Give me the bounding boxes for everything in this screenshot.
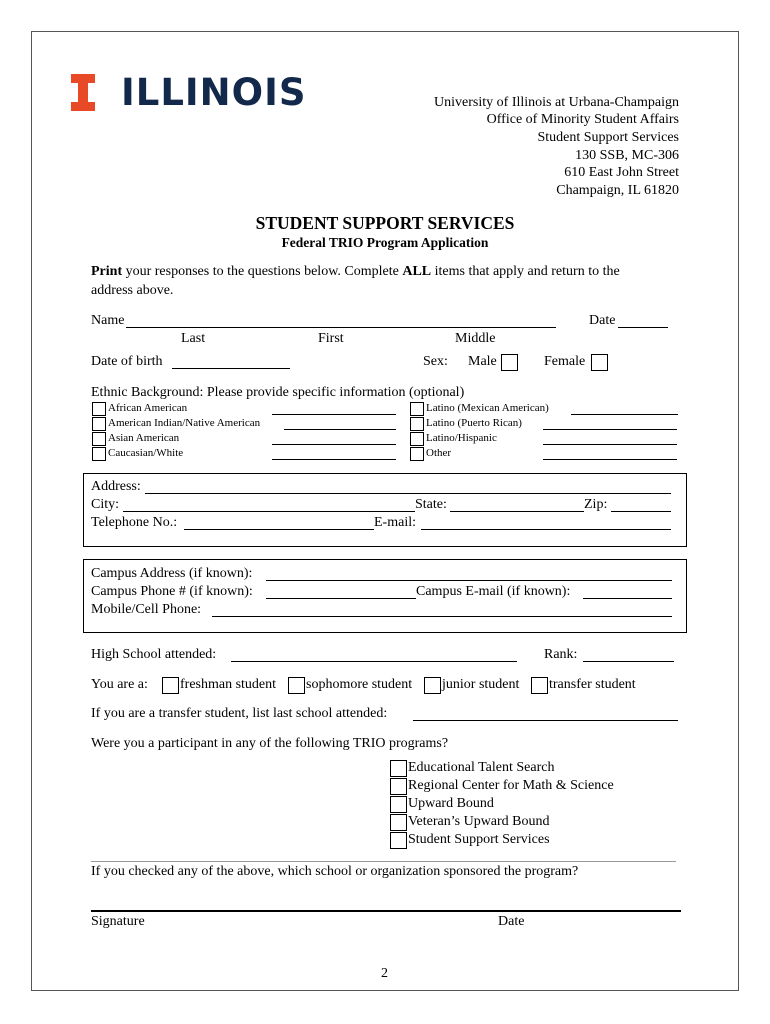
signature-line[interactable]	[91, 910, 681, 912]
ethnic-checkbox-other[interactable]	[410, 447, 424, 461]
ethnic-field-latino-puerto-rican[interactable]	[543, 429, 677, 430]
instructions-line-2: address above.	[91, 283, 174, 298]
ethnic-label-asian-american: Asian American	[108, 432, 180, 444]
address-line-6: Champaign, IL 61820	[556, 183, 679, 198]
ethnic-heading: Ethnic Background: Please provide specific information (optional)	[91, 385, 465, 400]
address-line-3: Student Support Services	[537, 130, 679, 145]
instructions-part-1: your responses to the questions below. Complete	[122, 264, 403, 279]
instructions-line-1	[91, 265, 620, 279]
form-title: STUDENT SUPPORT SERVICES	[255, 213, 515, 233]
high-school-label: High School attended:	[91, 647, 217, 662]
ethnic-checkbox-american-indian[interactable]	[92, 417, 106, 431]
ethnic-checkbox-latino-hispanic[interactable]	[410, 432, 424, 446]
all-word: ALL	[402, 264, 432, 279]
transfer-label: transfer student	[549, 677, 636, 692]
zip-field[interactable]	[611, 511, 671, 512]
sophomore-checkbox[interactable]	[288, 677, 305, 694]
ethnic-field-american-indian[interactable]	[284, 429, 396, 430]
campus-phone-field[interactable]	[266, 598, 416, 599]
ethnic-field-latino-mexican[interactable]	[571, 414, 678, 415]
ethnic-label-caucasian: Caucasian/White	[108, 447, 184, 459]
ethnic-label-other: Other	[426, 447, 452, 459]
freshman-checkbox[interactable]	[162, 677, 179, 694]
trio-checkbox-regional-center[interactable]	[390, 778, 407, 795]
dob-label: Date of birth	[91, 354, 163, 369]
trio-checkbox-student-support[interactable]	[390, 832, 407, 849]
illinois-block-i-logo	[71, 74, 95, 111]
sex-label: Sex:	[423, 354, 448, 369]
telephone-label: Telephone No.:	[91, 515, 178, 530]
ethnic-label-african-american: African American	[108, 402, 188, 414]
ethnic-label-latino-hispanic: Latino/Hispanic	[426, 432, 497, 444]
address-label: Address:	[91, 479, 141, 494]
telephone-field[interactable]	[184, 529, 374, 530]
illinois-wordmark: ILLINOIS	[121, 71, 307, 114]
instructions-part-2: items that apply and return to the	[431, 264, 620, 279]
ethnic-checkbox-asian-american[interactable]	[92, 432, 106, 446]
trio-label-regional-center: Regional Center for Math & Science	[408, 778, 614, 793]
trio-question: Were you a participant in any of the following TRIO programs?	[91, 736, 449, 751]
female-checkbox[interactable]	[591, 354, 608, 371]
ethnic-label-latino-mexican: Latino (Mexican American)	[426, 402, 549, 414]
ethnic-checkbox-latino-mexican[interactable]	[410, 402, 424, 416]
middle-name-caption: Middle	[455, 331, 496, 346]
city-field[interactable]	[123, 511, 415, 512]
rank-label: Rank:	[544, 647, 578, 662]
ethnic-checkbox-latino-puerto-rican[interactable]	[410, 417, 424, 431]
dob-field[interactable]	[172, 368, 290, 369]
date-field[interactable]	[618, 327, 668, 328]
high-school-field[interactable]	[231, 661, 517, 662]
junior-label: junior student	[442, 677, 520, 692]
male-checkbox[interactable]	[501, 354, 518, 371]
ethnic-field-african-american[interactable]	[272, 414, 396, 415]
sponsor-question: If you checked any of the above, which school or organization sponsored the program?	[91, 864, 579, 879]
last-name-caption: Last	[181, 331, 206, 346]
trio-label-veterans-upward-bound: Veteran’s Upward Bound	[408, 814, 550, 829]
address-field[interactable]	[145, 493, 671, 494]
sophomore-label: sophomore student	[306, 677, 413, 692]
zip-label: Zip:	[584, 497, 608, 512]
ethnic-checkbox-caucasian[interactable]	[92, 447, 106, 461]
signature-label: Signature	[91, 914, 145, 929]
address-line-5: 610 East John Street	[564, 165, 679, 180]
trio-checkbox-upward-bound[interactable]	[390, 796, 407, 813]
address-line-2: Office of Minority Student Affairs	[486, 112, 679, 127]
name-field[interactable]	[126, 327, 556, 328]
ethnic-label-american-indian: American Indian/Native American	[108, 417, 261, 429]
page-number: 2	[381, 966, 388, 981]
campus-email-field[interactable]	[583, 598, 672, 599]
signature-date-label: Date	[498, 914, 525, 929]
mobile-field[interactable]	[212, 616, 672, 617]
ethnic-label-latino-puerto-rican: Latino (Puerto Rican)	[426, 417, 522, 429]
female-label: Female	[544, 354, 586, 369]
you-are-label: You are a:	[91, 677, 148, 692]
ethnic-field-asian-american[interactable]	[272, 444, 396, 445]
state-field[interactable]	[450, 511, 584, 512]
ethnic-field-caucasian[interactable]	[272, 459, 396, 460]
transfer-school-field[interactable]	[413, 720, 678, 721]
address-line-1: University of Illinois at Urbana-Champaign	[434, 95, 679, 110]
trio-checkbox-talent-search[interactable]	[390, 760, 407, 777]
campus-phone-label: Campus Phone # (if known):	[91, 584, 253, 599]
freshman-label: freshman student	[180, 677, 277, 692]
ethnic-field-other[interactable]	[543, 459, 677, 460]
campus-address-label: Campus Address (if known):	[91, 566, 253, 581]
address-line-4: 130 SSB, MC-306	[575, 148, 679, 163]
trio-label-talent-search: Educational Talent Search	[408, 760, 555, 775]
city-label: City:	[91, 497, 120, 512]
campus-address-field[interactable]	[266, 580, 672, 581]
junior-checkbox[interactable]	[424, 677, 441, 694]
state-label: State:	[415, 497, 447, 512]
trio-checkbox-veterans-upward-bound[interactable]	[390, 814, 407, 831]
campus-email-label: Campus E-mail (if known):	[416, 584, 571, 599]
email-label: E-mail:	[374, 515, 416, 530]
trio-label-upward-bound: Upward Bound	[408, 796, 494, 811]
transfer-question: If you are a transfer student, list last school attended:	[91, 706, 388, 721]
name-label: Name	[91, 313, 125, 328]
mobile-label: Mobile/Cell Phone:	[91, 602, 202, 617]
email-field[interactable]	[421, 529, 671, 530]
trio-label-student-support: Student Support Services	[408, 832, 550, 847]
form-subtitle: Federal TRIO Program Application	[281, 235, 489, 250]
ethnic-checkbox-african-american[interactable]	[92, 402, 106, 416]
date-label: Date	[589, 313, 616, 328]
rank-field[interactable]	[583, 661, 674, 662]
transfer-checkbox[interactable]	[531, 677, 548, 694]
print-word: Print	[91, 264, 123, 279]
male-label: Male	[468, 354, 497, 369]
sponsor-field[interactable]	[91, 861, 676, 862]
first-name-caption: First	[318, 331, 344, 346]
ethnic-field-latino-hispanic[interactable]	[543, 444, 677, 445]
